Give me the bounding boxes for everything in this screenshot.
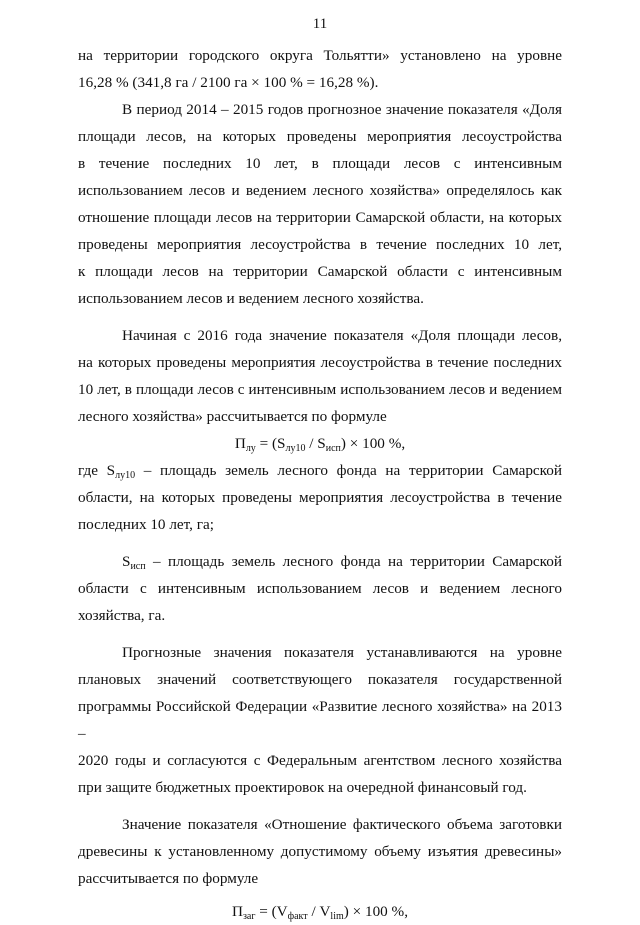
formula-subscript: лу10 [285, 443, 306, 454]
definition-symbol: S [122, 553, 131, 570]
text-line: области с интенсивным использованием лесов и ведением лесного [78, 580, 562, 597]
text-line: отношение площади лесов на территории Самарской области, на которых [78, 209, 562, 226]
formula-lhs-subscript: заг [242, 911, 256, 922]
text-line: лесного хозяйства» рассчитывается по формуле [78, 408, 387, 425]
text-line: на территории городского округа Тольятти» установлено на уровне [78, 47, 562, 64]
formula-lhs: П [234, 435, 246, 452]
formula-subscript: lim [330, 911, 344, 922]
definition-text: – площадь земель лесного фонда на территории Самарской [145, 553, 562, 570]
paragraph-4 [78, 639, 562, 801]
text-line: последних 10 лет, га; [78, 516, 214, 533]
formula-part: ) × 100 %, [340, 435, 406, 452]
text-line: плановых значений соответствующего показателя государственной [78, 671, 562, 688]
definition-subscript: исп [130, 561, 146, 572]
formula-lhs-subscript: лу [245, 443, 256, 454]
text-line: в течение последних 10 лет, в площади лесов с интенсивным [78, 155, 562, 172]
text-line: использованием лесов и ведением лесного хозяйства» определялось как [78, 182, 562, 199]
text-line: В период 2014 – 2015 годов прогнозное значение показателя «Доля [122, 101, 562, 118]
text-line: 10 лет, в площади лесов с интенсивным использованием лесов и ведением [78, 381, 562, 398]
paragraph-5 [78, 811, 562, 892]
text-line: Начиная с 2016 года значение показателя «Доля площади лесов, [122, 327, 562, 344]
text-line: 16,28 % (341,8 га / 2100 га × 100 % = 16,28 %). [78, 74, 379, 91]
definition-text: – площадь земель лесного фонда на территории Самарской [135, 462, 562, 479]
text-line: хозяйства, га. [78, 607, 166, 624]
text-line: площади лесов, на которых проведены мероприятия лесоустройства [78, 128, 562, 145]
page-number: 11 [312, 16, 328, 32]
text-line: области, на которых проведены мероприятия лесоустройства в течение [78, 489, 562, 506]
text-line: 2020 годы и согласуются с Федеральным агентством лесного хозяйства [78, 752, 562, 769]
text-line [78, 457, 562, 484]
text-line: на которых проведены мероприятия лесоустройства в течение последних [78, 354, 562, 371]
formula-part: = (V [255, 903, 288, 920]
paragraph-3 [78, 322, 562, 430]
text-line [78, 548, 562, 575]
text-line: программы Российской Федерации «Развитие лесного хозяйства» на 2013 – [78, 698, 562, 742]
paragraph-2 [78, 96, 562, 312]
formula-forest-management [78, 430, 562, 457]
formula-lhs: П [231, 903, 243, 920]
formula-subscript: исп [325, 443, 341, 454]
document-body [78, 42, 562, 925]
formula-subscript: факт [287, 911, 308, 922]
formula-part: ) × 100 %, [343, 903, 409, 920]
formula-harvest-ratio [78, 898, 562, 925]
text-line: Значение показателя «Отношение фактического объема заготовки [122, 816, 562, 833]
formula-part: = (S [255, 435, 286, 452]
text-line: Прогнозные значения показателя устанавливаются на уровне [122, 644, 562, 661]
text-line: древесины к установленному допустимому объему изъятия древесины» [78, 843, 562, 860]
definition-symbol: где S [78, 462, 116, 479]
text-line: к площади лесов на территории Самарской области с интенсивным [78, 263, 562, 280]
text-line: при защите бюджетных проектировок на очередной финансовый год. [78, 779, 527, 796]
paragraph-1 [78, 42, 562, 96]
definition-s-isp [78, 548, 562, 629]
definition-s-lu10 [78, 457, 562, 538]
formula-part: / S [305, 435, 326, 452]
text-line: использованием лесов и ведением лесного хозяйства. [78, 290, 424, 307]
formula-part: / V [307, 903, 331, 920]
definition-subscript: лу10 [115, 470, 136, 481]
text-line: рассчитывается по формуле [78, 870, 259, 887]
text-line: проведены мероприятия лесоустройства в течение последних 10 лет, [78, 236, 562, 253]
